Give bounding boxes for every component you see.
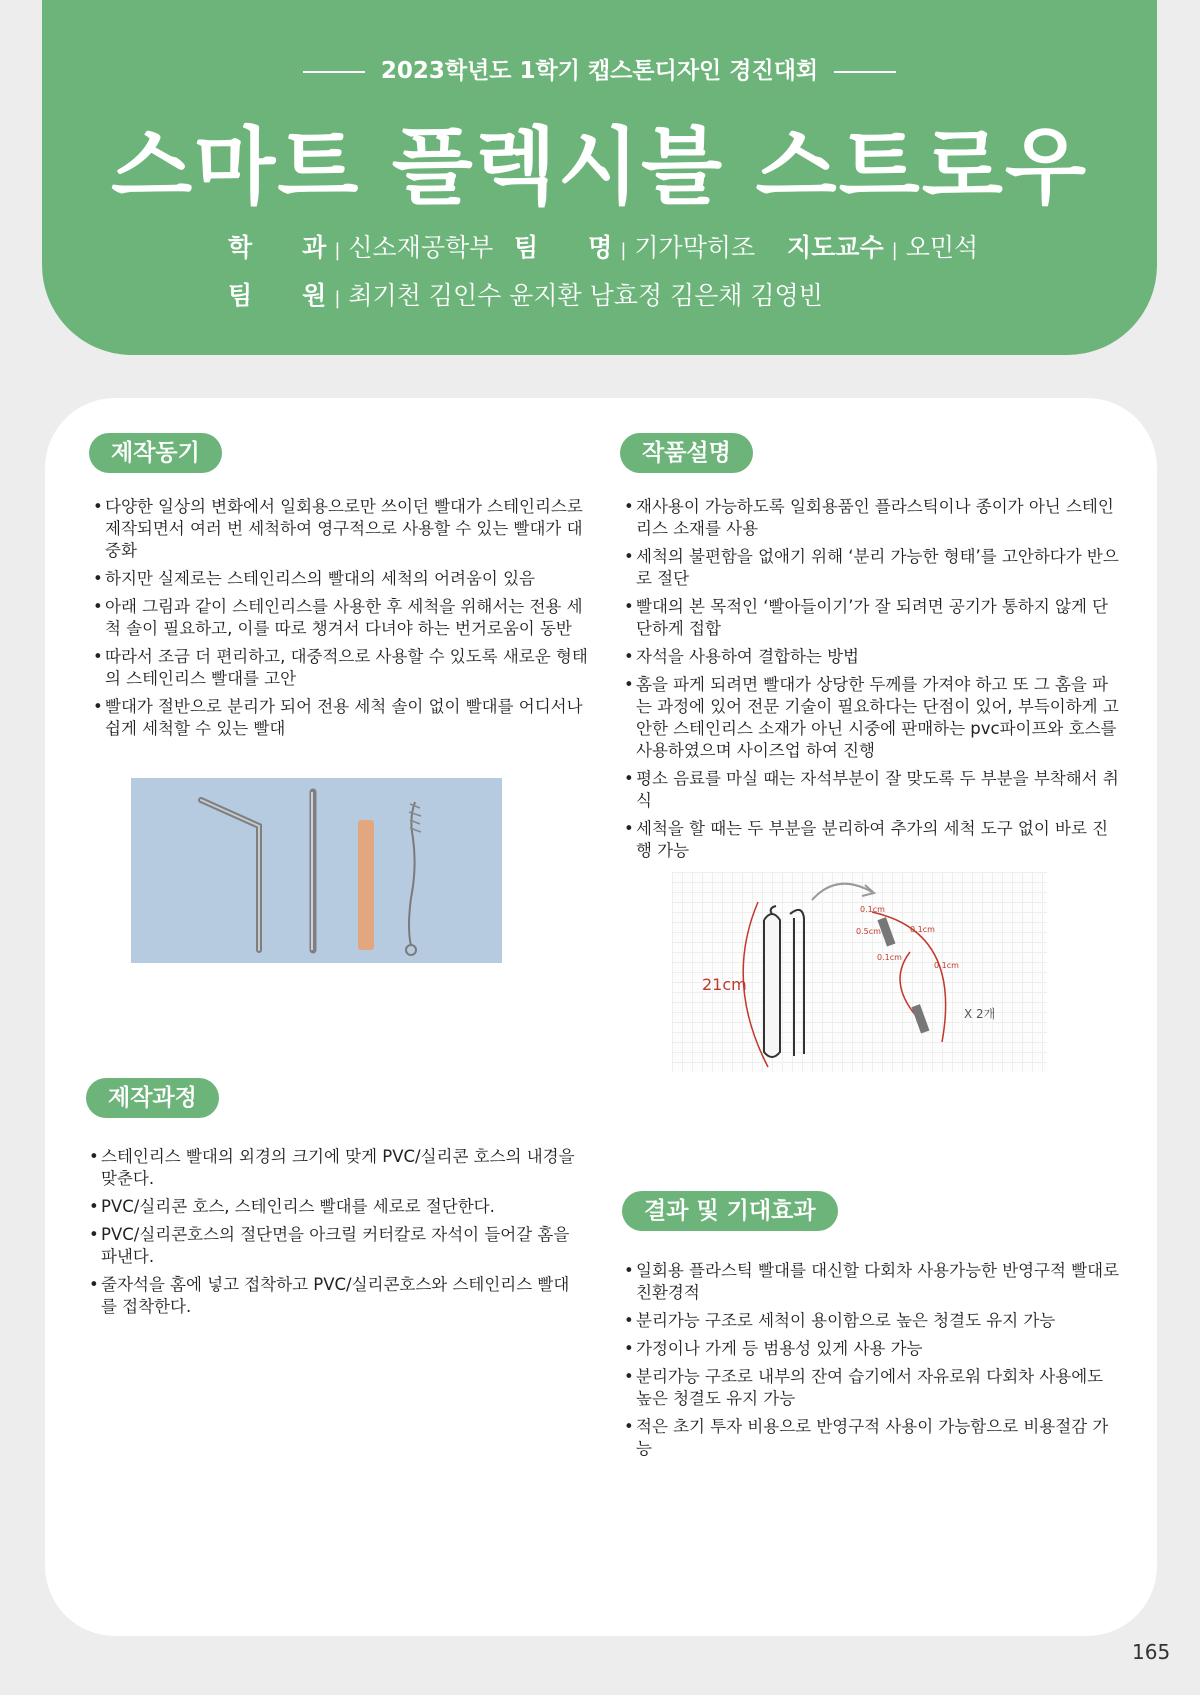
divider-right <box>834 71 896 73</box>
sketch-count-label: X 2개 <box>964 1007 996 1021</box>
list-item: • PVC/실리콘 호스, 스테인리스 빨대를 세로로 절단한다. <box>89 1196 579 1218</box>
list-item: • 빨대의 본 목적인 ‘빨아들이기’가 잘 되려면 공기가 통하지 않게 단단하게 접합 <box>624 596 1120 640</box>
team-label: 팀 명 <box>514 233 613 262</box>
results-list <box>624 1260 1120 1466</box>
list-item: • 줄자석을 홈에 넣고 접착하고 PVC/실리콘호스와 스테인리스 빨대를 접착한다. <box>89 1274 579 1318</box>
list-item: • 다양한 일상의 변화에서 일회용으로만 쓰이던 빨대가 스테인리스로 제작되면서 여러 번 세척하여 영구적으로 사용할 수 있는 빨대가 대중화 <box>93 496 590 562</box>
list-item: • 따라서 조금 더 편리하고, 대중적으로 사용할 수 있도록 새로운 형태의 스테인리스 빨대를 고안 <box>93 646 590 690</box>
list-item: • 하지만 실제로는 스테인리스의 빨대의 세척의 어려움이 있음 <box>93 568 590 590</box>
dept-info <box>228 228 493 264</box>
list-item: • 일회용 플라스틱 빨대를 대신할 다회차 사용가능한 반영구적 빨대로 친환경적 <box>624 1260 1120 1304</box>
advisor-info <box>787 228 978 264</box>
sketch-dim-label: 0.1cm <box>934 961 959 970</box>
motivation-list <box>93 496 590 746</box>
section-heading-results: 결과 및 기대효과 <box>622 1191 838 1231</box>
separator: | <box>891 240 898 261</box>
divider-left <box>303 71 365 73</box>
members-value: 최기천 김인수 윤지환 남효정 김은채 김영빈 <box>348 281 823 310</box>
list-item: • 분리가능 구조로 세척이 용이함으로 높은 청결도 유지 가능 <box>624 1310 1120 1332</box>
design-sketch <box>672 872 1047 1072</box>
process-list <box>89 1146 579 1324</box>
list-item: • 스테인리스 빨대의 외경의 크기에 맞게 PVC/실리콘 호스의 내경을 맞춘다. <box>89 1146 579 1190</box>
list-item: • 평소 음료를 마실 때는 자석부분이 잘 맞도록 두 부분을 부착해서 취식 <box>624 768 1120 812</box>
sketch-dim-label: 0.1cm <box>877 953 902 962</box>
sketch-dim-label: 0.1cm <box>910 925 935 934</box>
list-item: • 빨대가 절반으로 분리가 되어 전용 세척 솔이 없이 빨대를 어디서나 쉽게 세척할 수 있는 빨대 <box>93 696 590 740</box>
list-item: • PVC/실리콘호스의 절단면을 아크릴 커터칼로 자석이 들어갈 홈을 파낸다. <box>89 1224 579 1268</box>
members-info <box>228 276 823 312</box>
list-item: • 적은 초기 투자 비용으로 반영구적 사용이 가능함으로 비용절감 가능 <box>624 1416 1120 1460</box>
sketch-illustration <box>672 872 1047 1072</box>
section-heading-motivation: 제작동기 <box>89 433 222 473</box>
contest-text: 2023학년도 1학기 캡스톤디자인 경진대회 <box>380 58 819 84</box>
list-item: • 가정이나 가게 등 범용성 있게 사용 가능 <box>624 1338 1120 1360</box>
straw-photo <box>131 778 502 963</box>
contest-title <box>42 52 1157 85</box>
sketch-dim-label: 0.1cm <box>860 905 885 914</box>
team-value: 기가막히조 <box>634 233 756 262</box>
project-title: 스마트 플렉시블 스트로우 <box>110 118 1089 216</box>
list-item: • 자석을 사용하여 결합하는 방법 <box>624 646 1120 668</box>
team-info <box>514 228 755 264</box>
dept-value: 신소재공학부 <box>348 233 494 262</box>
description-list <box>624 496 1120 868</box>
list-item: • 세척을 할 때는 두 부분을 분리하여 추가의 세척 도구 없이 바로 진행 가능 <box>624 818 1120 862</box>
sketch-length-label: 21cm <box>702 975 747 994</box>
list-item: • 세척의 불편함을 없애기 위해 ‘분리 가능한 형태’를 고안하다가 반으로 절단 <box>624 546 1120 590</box>
section-heading-description: 작품설명 <box>620 433 753 473</box>
members-label: 팀 원 <box>228 281 327 310</box>
separator: | <box>334 240 341 261</box>
header-banner <box>42 0 1157 355</box>
list-item: • 분리가능 구조로 내부의 잔여 습기에서 자유로워 다회차 사용에도 높은 청결도 유지 가능 <box>624 1366 1120 1410</box>
list-item: • 홈을 파게 되려면 빨대가 상당한 두께를 가져야 하고 또 그 홈을 파는 과정에 있어 전문 기술이 필요하다는 단점이 있어, 부득이하게 고안한 스테인리스 소재가 아닌 시중에 판매하는 pvc파이프와 호스를 사용하였으며 사이즈업 하여 진행 <box>624 674 1120 762</box>
advisor-value: 오민석 <box>905 233 979 262</box>
sketch-dim-label: 0.5cm <box>856 927 881 936</box>
list-item: • 아래 그림과 같이 스테인리스를 사용한 후 세척을 위해서는 전용 세척 솔이 필요하고, 이를 따로 챙겨서 다녀야 하는 번거로움이 동반 <box>93 596 590 640</box>
dept-label: 학 과 <box>228 233 327 262</box>
section-heading-process: 제작과정 <box>86 1078 219 1118</box>
list-item: • 재사용이 가능하도록 일회용품인 플라스틱이나 종이가 아닌 스테인리스 소재를 사용 <box>624 496 1120 540</box>
separator: | <box>620 240 627 261</box>
separator: | <box>334 288 341 309</box>
page-number: 165 <box>1132 1640 1171 1664</box>
straw-photo-illustration <box>131 778 502 963</box>
advisor-label: 지도교수 <box>787 233 884 262</box>
